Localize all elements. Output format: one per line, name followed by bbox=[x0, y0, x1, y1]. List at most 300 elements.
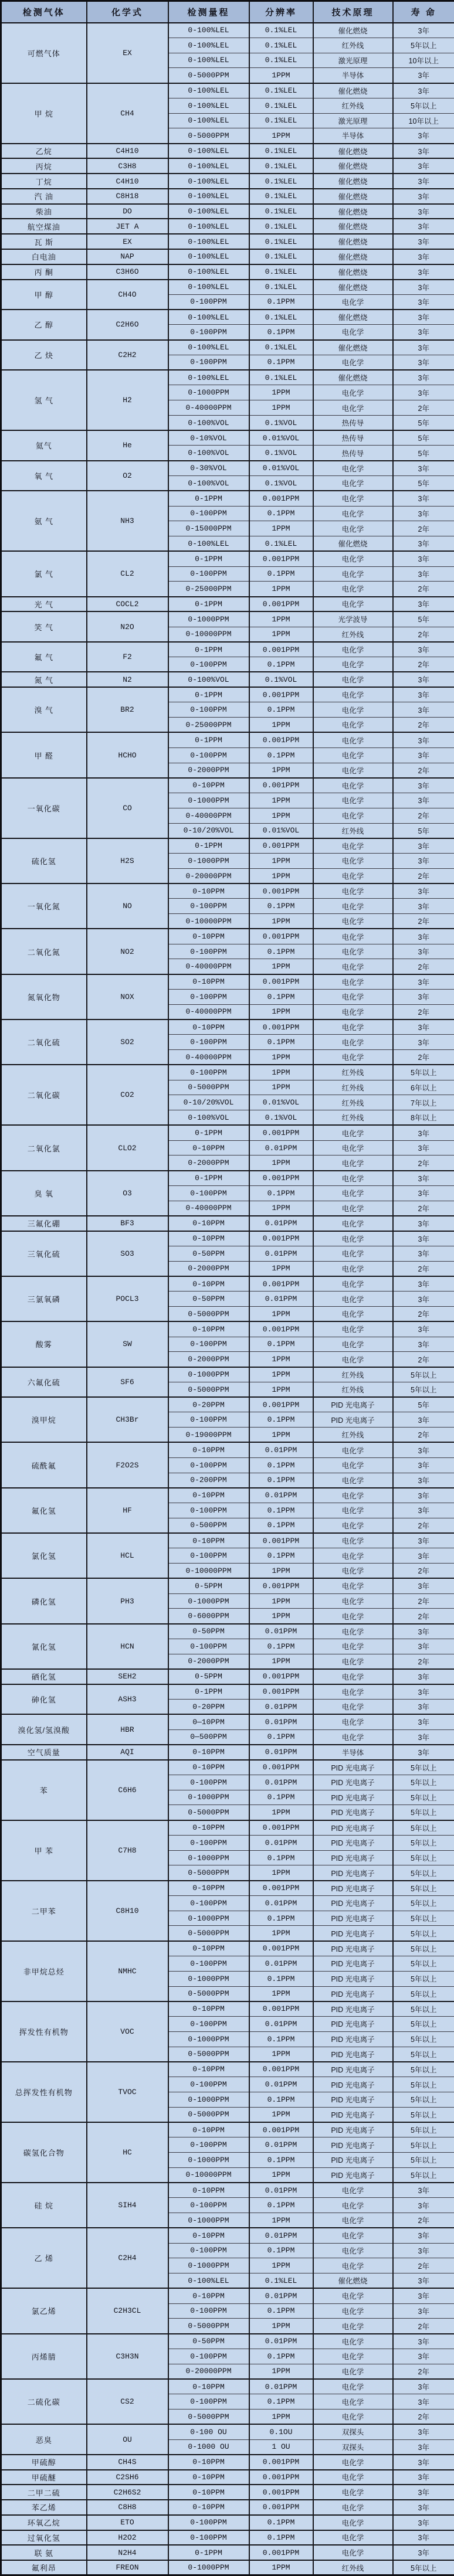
principle-cell: 电化学 bbox=[313, 2243, 393, 2258]
col-header-formula: 化学式 bbox=[87, 1, 168, 23]
principle-cell: 红外线 bbox=[313, 1367, 393, 1382]
table-row bbox=[1, 1578, 454, 1593]
principle-cell: 红外线 bbox=[313, 1110, 393, 1126]
resolution-cell: 0.1PPM bbox=[249, 2152, 313, 2167]
range-cell: 0-25000PPM bbox=[168, 718, 249, 733]
formula-cell: H2O2 bbox=[87, 2530, 168, 2546]
principle-cell: 电化学 bbox=[313, 461, 393, 476]
principle-cell: 催化燃烧 bbox=[313, 219, 393, 234]
table-row bbox=[1, 2530, 454, 2546]
lifespan-cell: 5年以上 bbox=[393, 2137, 454, 2153]
resolution-cell: 1PPM bbox=[249, 1593, 313, 1609]
lifespan-cell: 3年 bbox=[393, 1488, 454, 1503]
lifespan-cell: 2年 bbox=[393, 868, 454, 883]
range-cell: 0-2000PPM bbox=[168, 763, 249, 778]
principle-cell: 电化学 bbox=[313, 2500, 393, 2515]
range-cell: 0-100PPM bbox=[168, 1412, 249, 1428]
resolution-cell: 0.1PPM bbox=[249, 1337, 313, 1352]
range-cell: 0-100PPM bbox=[168, 294, 249, 310]
table-row bbox=[1, 1216, 454, 1231]
principle-cell: PID 光电离子 bbox=[313, 2031, 393, 2047]
lifespan-cell: 3年 bbox=[393, 204, 454, 219]
formula-cell: HCL bbox=[87, 1533, 168, 1578]
formula-cell: F2O2S bbox=[87, 1442, 168, 1487]
resolution-cell: 1PPM bbox=[249, 1004, 313, 1019]
principle-cell: PID 光电离子 bbox=[313, 2001, 393, 2017]
resolution-cell: 0.001PPM bbox=[249, 2545, 313, 2560]
lifespan-cell: 3年 bbox=[393, 461, 454, 476]
range-cell: 0-100PPM bbox=[168, 2303, 249, 2319]
principle-cell: 电化学 bbox=[313, 1714, 393, 1729]
range-cell: 0-5000PPM bbox=[168, 1307, 249, 1322]
resolution-cell: 0.1PPM bbox=[249, 2394, 313, 2410]
resolution-cell: 1PPM bbox=[249, 627, 313, 642]
resolution-cell: 0.1%LEL bbox=[249, 219, 313, 234]
range-cell: 0-5000PPM bbox=[168, 2409, 249, 2424]
principle-cell: 催化燃烧 bbox=[313, 264, 393, 280]
principle-cell: 电化学 bbox=[313, 2288, 393, 2303]
range-cell: 0-100%VOL bbox=[168, 672, 249, 687]
lifespan-cell: 5年以上 bbox=[393, 2092, 454, 2107]
principle-cell: 电化学 bbox=[313, 2515, 393, 2530]
lifespan-cell: 3年 bbox=[393, 2288, 454, 2303]
col-header-lifespan: 寿 命 bbox=[393, 1, 454, 23]
lifespan-cell: 5年以上 bbox=[393, 2062, 454, 2077]
principle-cell: 电化学 bbox=[313, 1729, 393, 1745]
table-row bbox=[1, 189, 454, 204]
formula-cell: HC bbox=[87, 2122, 168, 2183]
principle-cell: 电化学 bbox=[313, 2319, 393, 2334]
principle-cell: 催化燃烧 bbox=[313, 536, 393, 552]
col-header-principle: 技术原理 bbox=[313, 1, 393, 23]
principle-cell: 电化学 bbox=[313, 2198, 393, 2213]
resolution-cell: 0.001PPM bbox=[249, 2500, 313, 2515]
resolution-cell: 0.1%LEL bbox=[249, 310, 313, 325]
formula-cell: C2H6O bbox=[87, 310, 168, 340]
table-row bbox=[1, 1442, 454, 1457]
gas-name-cell: 磷化氢 bbox=[1, 1578, 87, 1623]
range-cell: 0-40000PPM bbox=[168, 1004, 249, 1019]
table-row bbox=[1, 1321, 454, 1337]
lifespan-cell: 5年以上 bbox=[393, 1986, 454, 2001]
lifespan-cell: 3年 bbox=[393, 1125, 454, 1140]
resolution-cell: 1PPM bbox=[249, 1367, 313, 1382]
lifespan-cell: 3年 bbox=[393, 1276, 454, 1292]
principle-cell: 热传导 bbox=[313, 430, 393, 446]
range-cell: 0-100PPM bbox=[168, 899, 249, 914]
principle-cell: 热传导 bbox=[313, 446, 393, 461]
resolution-cell: 0.1PPM bbox=[249, 1790, 313, 1805]
range-cell: 0-10PPM bbox=[168, 1231, 249, 1246]
resolution-cell: 0.1%LEL bbox=[249, 113, 313, 128]
lifespan-cell: 2年 bbox=[393, 914, 454, 929]
resolution-cell: 1PPM bbox=[249, 1261, 313, 1276]
resolution-cell: 0.001PPM bbox=[249, 838, 313, 854]
gas-name-cell: 砷化氢 bbox=[1, 1684, 87, 1715]
principle-cell: 电化学 bbox=[313, 2183, 393, 2198]
table-row bbox=[1, 1125, 454, 1140]
resolution-cell: 0.01PPM bbox=[249, 2183, 313, 2198]
col-header-resolution: 分辨率 bbox=[249, 1, 313, 23]
principle-cell: PID 光电离子 bbox=[313, 1850, 393, 1865]
formula-cell: N2 bbox=[87, 672, 168, 687]
lifespan-cell: 3年 bbox=[393, 2183, 454, 2198]
lifespan-cell: 3年 bbox=[393, 1412, 454, 1428]
principle-cell: 半导体 bbox=[313, 128, 393, 144]
resolution-cell: 0.1%VOL bbox=[249, 672, 313, 687]
gas-name-cell: 丙烷 bbox=[1, 158, 87, 174]
lifespan-cell: 3年 bbox=[393, 1533, 454, 1548]
range-cell: 0-10000PPM bbox=[168, 2167, 249, 2183]
principle-cell: 电化学 bbox=[313, 582, 393, 597]
resolution-cell: 0.1%LEL bbox=[249, 98, 313, 113]
principle-cell: 电化学 bbox=[313, 929, 393, 944]
principle-cell: 电化学 bbox=[313, 1442, 393, 1457]
col-header-gas: 检测气体 bbox=[1, 1, 87, 23]
resolution-cell: 0.001PPM bbox=[249, 1881, 313, 1896]
range-cell: 0-1000PPM bbox=[168, 1367, 249, 1382]
gas-name-cell: 氧 气 bbox=[1, 461, 87, 491]
gas-name-cell: 氟 气 bbox=[1, 642, 87, 672]
table-row bbox=[1, 2334, 454, 2349]
lifespan-cell: 3年 bbox=[393, 2470, 454, 2485]
gas-name-cell: 瓦 斯 bbox=[1, 234, 87, 249]
lifespan-cell: 3年 bbox=[393, 1292, 454, 1307]
principle-cell: PID 光电离子 bbox=[313, 1865, 393, 1881]
table-row bbox=[1, 23, 454, 38]
resolution-cell: 0.1PPM bbox=[249, 944, 313, 959]
resolution-cell: 0.001PPM bbox=[249, 2001, 313, 2017]
principle-cell: 热传导 bbox=[313, 415, 393, 430]
lifespan-cell: 2年 bbox=[393, 1428, 454, 1443]
lifespan-cell: 3年 bbox=[393, 325, 454, 340]
table-row bbox=[1, 2470, 454, 2485]
formula-cell: C3H8 bbox=[87, 158, 168, 174]
lifespan-cell: 5年以上 bbox=[393, 2107, 454, 2122]
principle-cell: 催化燃烧 bbox=[313, 23, 393, 38]
lifespan-cell: 3年 bbox=[393, 2303, 454, 2319]
lifespan-cell: 5年以上 bbox=[393, 1835, 454, 1850]
range-cell: 0-1000PPM bbox=[168, 385, 249, 400]
lifespan-cell: 3年 bbox=[393, 974, 454, 990]
principle-cell: 催化燃烧 bbox=[313, 280, 393, 295]
principle-cell: 催化燃烧 bbox=[313, 310, 393, 325]
formula-cell: OU bbox=[87, 2424, 168, 2455]
range-cell: 0-100PPM bbox=[168, 1185, 249, 1201]
principle-cell: 电化学 bbox=[313, 1276, 393, 1292]
principle-cell: 激光原理 bbox=[313, 53, 393, 68]
resolution-cell: 1PPM bbox=[249, 1307, 313, 1322]
resolution-cell: 0.001PPM bbox=[249, 1820, 313, 1836]
range-cell: 0-10PPM bbox=[168, 778, 249, 793]
gas-name-cell: 二硫化碳 bbox=[1, 2379, 87, 2424]
lifespan-cell: 3年 bbox=[393, 2243, 454, 2258]
principle-cell: 电化学 bbox=[313, 2303, 393, 2319]
formula-cell: HBR bbox=[87, 1714, 168, 1745]
gas-name-cell: 氯乙烯 bbox=[1, 2288, 87, 2333]
lifespan-cell: 3年 bbox=[393, 672, 454, 687]
range-cell: 0-100%LEL bbox=[168, 219, 249, 234]
gas-name-cell: 恶臭 bbox=[1, 2424, 87, 2455]
principle-cell: PID 光电离子 bbox=[313, 2077, 393, 2092]
resolution-cell: 1PPM bbox=[249, 1065, 313, 1080]
gas-name-cell: 氰化氢 bbox=[1, 1624, 87, 1669]
lifespan-cell: 3年 bbox=[393, 1714, 454, 1729]
gas-name-cell: 过氧化氢 bbox=[1, 2530, 87, 2546]
lifespan-cell: 2年 bbox=[393, 2319, 454, 2334]
range-cell: 0-100%LEL bbox=[168, 370, 249, 385]
gas-name-cell: 氢 气 bbox=[1, 370, 87, 430]
table-row bbox=[1, 1624, 454, 1639]
lifespan-cell: 3年 bbox=[393, 732, 454, 747]
table-row bbox=[1, 2500, 454, 2515]
lifespan-cell: 2年 bbox=[393, 1564, 454, 1579]
principle-cell: 电化学 bbox=[313, 1699, 393, 1714]
principle-cell: PID 光电离子 bbox=[313, 1397, 393, 1412]
principle-cell: 电化学 bbox=[313, 2455, 393, 2470]
principle-cell: 电化学 bbox=[313, 672, 393, 687]
principle-cell: 电化学 bbox=[313, 793, 393, 808]
principle-cell: 电化学 bbox=[313, 854, 393, 869]
lifespan-cell: 3年 bbox=[393, 23, 454, 38]
range-cell: 0-100%LEL bbox=[168, 38, 249, 53]
formula-cell: SO3 bbox=[87, 1231, 168, 1276]
gas-name-cell: 航空煤油 bbox=[1, 219, 87, 234]
lifespan-cell: 7年以上 bbox=[393, 1095, 454, 1110]
table-row bbox=[1, 83, 454, 98]
principle-cell: 电化学 bbox=[313, 2530, 393, 2546]
formula-cell: CH3Br bbox=[87, 1397, 168, 1442]
principle-cell: 电化学 bbox=[313, 974, 393, 990]
formula-cell: SIH4 bbox=[87, 2183, 168, 2228]
principle-cell: PID 光电离子 bbox=[313, 1956, 393, 1972]
resolution-cell: 0.1%LEL bbox=[249, 23, 313, 38]
formula-cell: FREON bbox=[87, 2560, 168, 2575]
resolution-cell: 1PPM bbox=[249, 808, 313, 823]
lifespan-cell: 3年 bbox=[393, 2424, 454, 2439]
principle-cell: PID 光电离子 bbox=[313, 1820, 393, 1836]
table-header bbox=[1, 1, 454, 23]
resolution-cell: 0.1PPM bbox=[249, 2530, 313, 2546]
resolution-cell: 0.1PPM bbox=[249, 506, 313, 521]
range-cell: 0-100PPM bbox=[168, 944, 249, 959]
range-cell: 0-100PPM bbox=[168, 2077, 249, 2092]
gas-name-cell: 二氧化碳 bbox=[1, 1065, 87, 1125]
resolution-cell: 1PPM bbox=[249, 521, 313, 536]
lifespan-cell: 5年以上 bbox=[393, 2047, 454, 2062]
resolution-cell: 0.1%LEL bbox=[249, 83, 313, 98]
resolution-cell: 0.001PPM bbox=[249, 1276, 313, 1292]
resolution-cell: 1PPM bbox=[249, 868, 313, 883]
lifespan-cell: 5年以上 bbox=[393, 1926, 454, 1941]
table-row bbox=[1, 1367, 454, 1382]
table-row bbox=[1, 1171, 454, 1186]
lifespan-cell: 5年以上 bbox=[393, 2031, 454, 2047]
gas-name-cell: 乙 炔 bbox=[1, 340, 87, 371]
range-cell: 0-100PPM bbox=[168, 1337, 249, 1352]
principle-cell: 红外线 bbox=[313, 2560, 393, 2575]
range-cell: 0-100%VOL bbox=[168, 475, 249, 491]
principle-cell: 电化学 bbox=[313, 1578, 393, 1593]
lifespan-cell: 2年 bbox=[393, 2258, 454, 2273]
resolution-cell: 1PPM bbox=[249, 2560, 313, 2575]
lifespan-cell: 3年 bbox=[393, 506, 454, 521]
lifespan-cell: 3年 bbox=[393, 1231, 454, 1246]
range-cell: 0-5000PPM bbox=[168, 1080, 249, 1095]
principle-cell: 电化学 bbox=[313, 642, 393, 657]
principle-cell: 电化学 bbox=[313, 1533, 393, 1548]
lifespan-cell: 3年 bbox=[393, 174, 454, 189]
principle-cell: 红外线 bbox=[313, 38, 393, 53]
principle-cell: 电化学 bbox=[313, 1035, 393, 1050]
lifespan-cell: 5年以上 bbox=[393, 2167, 454, 2183]
range-cell: 0-100PPM bbox=[168, 1956, 249, 1972]
principle-cell: 红外线 bbox=[313, 1382, 393, 1397]
table-row bbox=[1, 778, 454, 793]
resolution-cell: 1PPM bbox=[249, 2167, 313, 2183]
principle-cell: 电化学 bbox=[313, 2545, 393, 2560]
resolution-cell: 0.1PPM bbox=[249, 747, 313, 763]
resolution-cell: 0.01PPM bbox=[249, 1246, 313, 1262]
range-cell: 0-1000 OU bbox=[168, 2439, 249, 2455]
range-cell: 0-25000PPM bbox=[168, 582, 249, 597]
principle-cell: PID 光电离子 bbox=[313, 2122, 393, 2137]
formula-cell: CH4S bbox=[87, 2455, 168, 2470]
table-row bbox=[1, 1820, 454, 1836]
formula-cell: C8H18 bbox=[87, 189, 168, 204]
lifespan-cell: 3年 bbox=[393, 1669, 454, 1684]
resolution-cell: 0.001PPM bbox=[249, 974, 313, 990]
lifespan-cell: 3年 bbox=[393, 1745, 454, 1760]
principle-cell: 电化学 bbox=[313, 1352, 393, 1367]
principle-cell: PID 光电离子 bbox=[313, 1926, 393, 1941]
table-row bbox=[1, 929, 454, 944]
gas-name-cell: 柴油 bbox=[1, 204, 87, 219]
range-cell: 0-100PPM bbox=[168, 2515, 249, 2530]
lifespan-cell: 3年 bbox=[393, 2530, 454, 2546]
lifespan-cell: 3年 bbox=[393, 234, 454, 249]
resolution-cell: 0.01%VOL bbox=[249, 1095, 313, 1110]
lifespan-cell: 2年 bbox=[393, 657, 454, 672]
range-cell: 0-20000PPM bbox=[168, 2364, 249, 2379]
formula-cell: PH3 bbox=[87, 1578, 168, 1623]
resolution-cell: 0.1%VOL bbox=[249, 475, 313, 491]
table-row bbox=[1, 838, 454, 854]
range-cell: 0-100PPM bbox=[168, 1548, 249, 1564]
formula-cell: F2 bbox=[87, 642, 168, 672]
range-cell: 0-100%LEL bbox=[168, 280, 249, 295]
resolution-cell: 0.1PPM bbox=[249, 1548, 313, 1564]
range-cell: 0—10PPM bbox=[168, 1714, 249, 1729]
lifespan-cell: 2年 bbox=[393, 400, 454, 416]
range-cell: 0-100PPM bbox=[168, 1457, 249, 1473]
resolution-cell: 0.1%LEL bbox=[249, 189, 313, 204]
gas-name-cell: 苯 bbox=[1, 1760, 87, 1820]
lifespan-cell: 3年 bbox=[393, 370, 454, 385]
range-cell: 0-100PPM bbox=[168, 2530, 249, 2546]
principle-cell: 电化学 bbox=[313, 1669, 393, 1684]
lifespan-cell: 3年 bbox=[393, 1216, 454, 1231]
formula-cell: DO bbox=[87, 204, 168, 219]
range-cell: 0-100PPM bbox=[168, 2198, 249, 2213]
range-cell: 0-2000PPM bbox=[168, 1261, 249, 1276]
resolution-cell: 1PPM bbox=[249, 2319, 313, 2334]
principle-cell: 电化学 bbox=[313, 506, 393, 521]
formula-cell: JET A bbox=[87, 219, 168, 234]
resolution-cell: 0.001PPM bbox=[249, 2455, 313, 2470]
table-row bbox=[1, 234, 454, 249]
lifespan-cell: 3年 bbox=[393, 929, 454, 944]
resolution-cell: 1PPM bbox=[249, 1156, 313, 1171]
range-cell: 0-1000PPM bbox=[168, 2152, 249, 2167]
gas-name-cell: 三氧化硫 bbox=[1, 1231, 87, 1276]
principle-cell: PID 光电离子 bbox=[313, 2047, 393, 2062]
principle-cell: 电化学 bbox=[313, 566, 393, 582]
range-cell: 0-10PPM bbox=[168, 1881, 249, 1896]
lifespan-cell: 2年 bbox=[393, 2213, 454, 2228]
gas-name-cell: 氦气 bbox=[1, 430, 87, 461]
lifespan-cell: 3年 bbox=[393, 2394, 454, 2410]
resolution-cell: 1PPM bbox=[249, 914, 313, 929]
lifespan-cell: 3年 bbox=[393, 1548, 454, 1564]
range-cell: 0-100 OU bbox=[168, 2424, 249, 2439]
lifespan-cell: 3年 bbox=[393, 385, 454, 400]
range-cell: 0-100%LEL bbox=[168, 189, 249, 204]
gas-name-cell: 氟化氢 bbox=[1, 1488, 87, 1533]
gas-name-cell: 溴化氢/氢溴酸 bbox=[1, 1714, 87, 1745]
principle-cell: 红外线 bbox=[313, 1080, 393, 1095]
formula-cell: C4H10 bbox=[87, 144, 168, 159]
principle-cell: 电化学 bbox=[313, 2228, 393, 2243]
gas-name-cell: 苯乙烯 bbox=[1, 2500, 87, 2515]
principle-cell: 电化学 bbox=[313, 914, 393, 929]
resolution-cell: 0.01PPM bbox=[249, 1745, 313, 1760]
gas-name-cell: 乙 烯 bbox=[1, 2228, 87, 2288]
principle-cell: PID 光电离子 bbox=[313, 1881, 393, 1896]
range-cell: 0-1000PPM bbox=[168, 1790, 249, 1805]
range-cell: 0-10/20%VOL bbox=[168, 1095, 249, 1110]
table-row bbox=[1, 1881, 454, 1896]
formula-cell: N2O bbox=[87, 611, 168, 642]
lifespan-cell: 10年以上 bbox=[393, 53, 454, 68]
table-row bbox=[1, 491, 454, 506]
gas-name-cell: 丙烯腈 bbox=[1, 2334, 87, 2379]
lifespan-cell: 2年 bbox=[393, 1004, 454, 1019]
range-cell: 0-100PPM bbox=[168, 2349, 249, 2364]
range-cell: 0-10%VOL bbox=[168, 430, 249, 446]
gas-name-cell: 甲硫醇 bbox=[1, 2455, 87, 2470]
range-cell: 0-10PPM bbox=[168, 2288, 249, 2303]
table-row bbox=[1, 1488, 454, 1503]
principle-cell: 电化学 bbox=[313, 1019, 393, 1035]
range-cell: 0-1000PPM bbox=[168, 611, 249, 627]
lifespan-cell: 3年 bbox=[393, 1503, 454, 1518]
resolution-cell: 0.1%LEL bbox=[249, 536, 313, 552]
range-cell: 0-10PPM bbox=[168, 1140, 249, 1156]
table-row bbox=[1, 144, 454, 159]
table-row bbox=[1, 1669, 454, 1684]
lifespan-cell: 2年 bbox=[393, 2409, 454, 2424]
resolution-cell: 0.01PPM bbox=[249, 1956, 313, 1972]
resolution-cell: 0.001PPM bbox=[249, 1760, 313, 1775]
gas-name-cell: 三氯氧磷 bbox=[1, 1276, 87, 1321]
gas-name-cell: 硅 烷 bbox=[1, 2183, 87, 2228]
gas-name-cell: 三氟化硼 bbox=[1, 1216, 87, 1231]
range-cell: 0-1000PPM bbox=[168, 1971, 249, 1986]
resolution-cell: 1PPM bbox=[249, 1654, 313, 1669]
resolution-cell: 1PPM bbox=[249, 1428, 313, 1443]
table-row bbox=[1, 597, 454, 612]
